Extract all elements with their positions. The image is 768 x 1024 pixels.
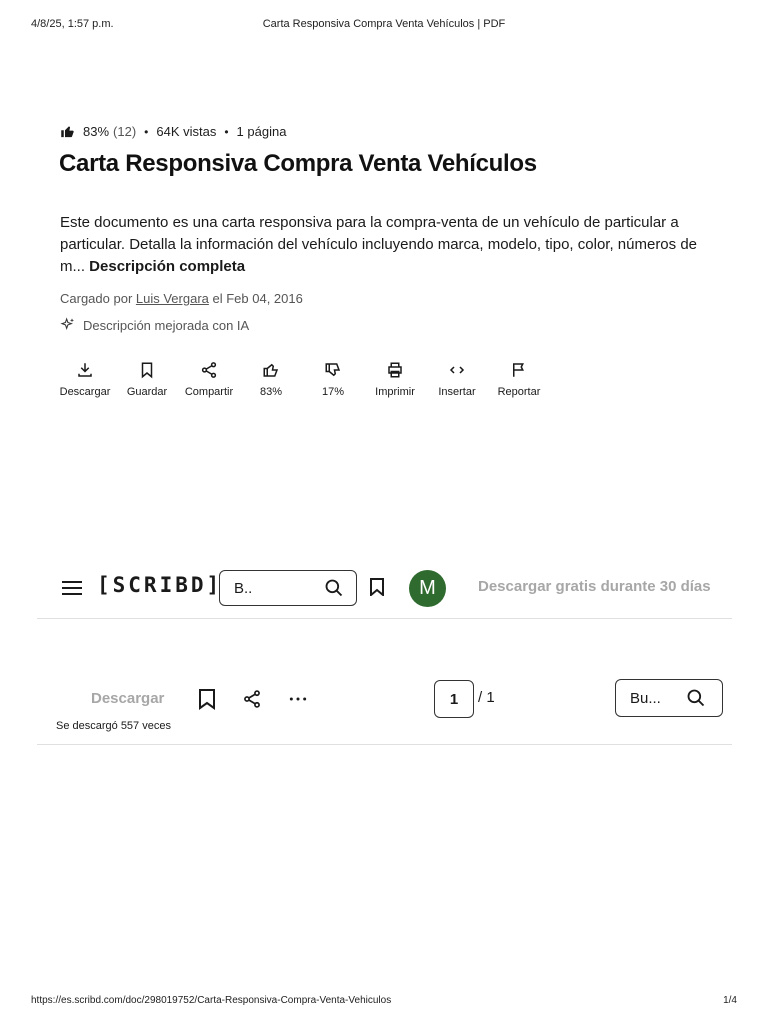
uploaded-date: el Feb 04, 2016 — [208, 291, 303, 306]
ai-note-text: Descripción mejorada con IA — [83, 317, 250, 333]
action-label: 83% — [259, 386, 283, 398]
header-search-input[interactable] — [219, 570, 357, 606]
share-action[interactable] — [178, 361, 240, 398]
document-meta — [60, 124, 286, 139]
thumbs-up-icon — [60, 124, 75, 139]
code-icon — [448, 361, 466, 379]
page-total: / 1 — [478, 689, 495, 706]
document-toolbar — [37, 672, 732, 745]
thumbs-up-icon — [262, 361, 280, 379]
more-options-icon[interactable] — [288, 688, 308, 710]
printer-icon — [386, 361, 404, 379]
search-text: B.. — [234, 579, 253, 597]
action-label: Descargar — [59, 386, 111, 398]
print-title: Carta Responsiva Compra Venta Vehículos | PDF — [262, 18, 506, 30]
like-action[interactable] — [240, 361, 302, 398]
action-label: Insertar — [438, 386, 476, 398]
action-label: Imprimir — [375, 386, 415, 398]
print-page-number: 1/4 — [723, 995, 737, 1006]
page-count: 1 página — [236, 124, 287, 139]
share-icon[interactable] — [242, 688, 262, 710]
description-text: Este documento es una carta responsiva para la compra-venta de un vehículo de particular a particular. Detalla la información del vehículo incluyendo marca, modelo, tipo, color, números de m... — [60, 214, 698, 275]
scribd-logo[interactable]: [SCRIBD] — [97, 573, 223, 597]
bookmark-icon — [138, 361, 156, 379]
rating-percent: 83% — [83, 124, 110, 139]
hamburger-menu-icon[interactable] — [61, 579, 83, 597]
search-icon[interactable] — [324, 578, 344, 598]
rating-count: (12) — [113, 124, 137, 139]
print-footer — [31, 995, 737, 1006]
author-link[interactable]: Luis Vergara — [135, 291, 209, 306]
uploaded-prefix: Cargado por — [60, 291, 136, 306]
search-text: Bu... — [630, 689, 661, 707]
print-url: https://es.scribd.com/doc/298019752/Carta-Responsiva-Compra-Venta-Vehiculos — [31, 995, 392, 1006]
separator-dot: • — [224, 124, 229, 139]
bookmark-icon[interactable] — [197, 688, 217, 710]
document-actions — [54, 361, 550, 398]
bookmark-icon[interactable] — [369, 578, 385, 596]
flag-icon — [510, 361, 528, 379]
user-avatar[interactable]: M — [409, 570, 446, 607]
embed-action[interactable] — [426, 361, 488, 398]
document-search-input[interactable] — [615, 679, 723, 717]
download-icon — [76, 361, 94, 379]
print-datetime: 4/8/25, 1:57 p.m. — [31, 18, 114, 30]
ai-description-note — [60, 317, 249, 333]
separator-dot: • — [144, 124, 149, 139]
document-title: Carta Responsiva Compra Venta Vehículos — [59, 150, 537, 177]
site-header — [37, 568, 732, 619]
thumbs-down-icon — [324, 361, 342, 379]
document-description — [60, 212, 720, 278]
action-label: Reportar — [497, 386, 541, 398]
dislike-action[interactable] — [302, 361, 364, 398]
download-action[interactable] — [54, 361, 116, 398]
action-label: 17% — [321, 386, 345, 398]
search-icon[interactable] — [686, 688, 706, 708]
print-action[interactable] — [364, 361, 426, 398]
uploaded-by — [60, 291, 303, 306]
save-action[interactable] — [116, 361, 178, 398]
download-button[interactable]: Descargar — [91, 690, 165, 707]
full-description-link[interactable]: Descripción completa — [89, 258, 246, 275]
page-number-input[interactable]: 1 — [434, 680, 474, 718]
view-count: 64K vistas — [156, 124, 217, 139]
action-label: Guardar — [126, 386, 168, 398]
free-download-button[interactable]: Descargar gratis durante 30 días — [478, 578, 711, 595]
report-action[interactable] — [488, 361, 550, 398]
share-icon — [200, 361, 218, 379]
print-header — [31, 18, 737, 30]
download-count: Se descargó 557 veces — [56, 720, 171, 732]
action-label: Compartir — [184, 386, 234, 398]
sparkle-icon — [60, 317, 76, 333]
